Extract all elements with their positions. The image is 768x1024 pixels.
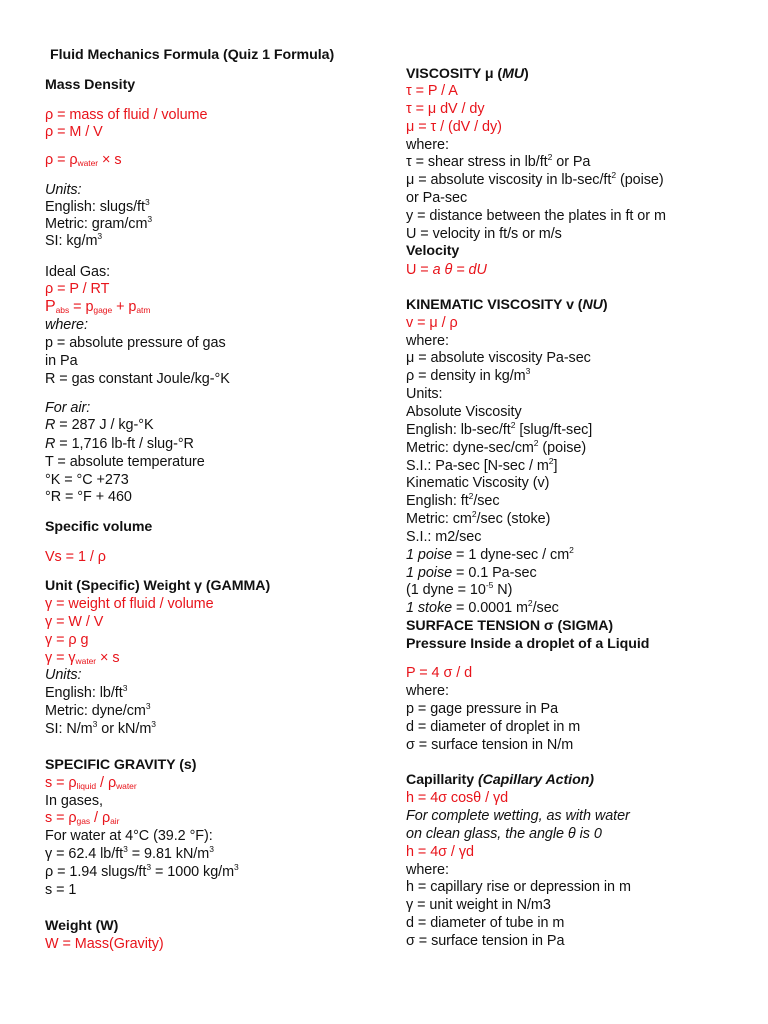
mass-density-formula-3: $\rho = \rho_{water} \times s$ [45,152,122,168]
kinematic-units-label: Units: [406,386,443,402]
capillarity-def-2: γ = unit weight in N/m3 [406,897,551,913]
capillarity-formula-2: h = 4σ / γd [406,844,474,860]
unit-weight-formula-4: $\gamma = \gamma_{water} \times s$ [45,650,120,666]
viscosity-def-velocity: U = velocity in ft/s or m/s [406,226,562,242]
unit-weight-unit-english: English: $lb/ft^3$ [45,683,128,701]
weight-heading: Weight (W) [45,918,119,934]
weight-formula: W = Mass(Gravity) [45,936,164,952]
air-r-english: R = 1,716 lb-ft / slug-°R [45,436,194,452]
kinematic-viscosity-metric: Metric: $cm^2/\sec$ (stoke) [406,509,551,527]
page-title: Fluid Mechanics Formula (Quiz 1 Formula) [50,47,335,63]
surface-tension-heading: SURFACE TENSION σ (SIGMA) [406,618,614,634]
absolute-viscosity-si: S.I.: Pa-sec $[N-\sec / m^2]$ [406,456,558,474]
ideal-gas-def-1: p = absolute pressure of gas [45,335,226,351]
unit-weight-unit-metric: Metric: dyne/$cm^3$ [45,701,151,719]
specific-gravity-gases: In gases, [45,793,103,809]
specific-gravity-formula-1: $s = \rho_{liquid} / \rho_{water}$ [45,775,137,791]
ideal-gas-formula-1: ρ = P / RT [45,281,110,297]
capillarity-formula-1: h = 4σ cosθ / γd [406,790,509,806]
unit-weight-formula-3: γ = ρ g [45,632,89,648]
ideal-gas-formula-2: $P_{abs} = p_{gage} + p_{atm}$ [45,298,151,315]
kinematic-where: where: [406,333,449,349]
ideal-gas-where: where: [45,317,88,333]
poise-definition-1: 1 poise = 1 dyne-sec / $cm^2$ [406,545,574,563]
unit-weight-unit-si: SI: $N/m^3$ or $kN/m^3$ [45,719,156,737]
air-temperature: T = absolute temperature [45,454,205,470]
viscosity-def-absolute: μ = absolute viscosity in $lb-\sec/ft^2$ (poise) [406,170,664,188]
capillarity-heading: Capillarity (Capillary Action) [406,772,594,788]
air-kelvin: °K = °C +273 [45,472,129,488]
air-r-si: R = 287 J / kg-°K [45,417,154,433]
mass-density-formula-2: ρ = M / V [45,124,103,140]
kinematic-def-mu: μ = absolute viscosity Pa-sec [406,350,591,366]
viscosity-formula-2: τ = μ dV / dy [406,101,485,117]
specific-gravity-water-label: For water at 4°C (39.2 °F): [45,828,213,844]
kinematic-viscosity-si: S.I.: m2/sec [406,529,482,545]
viscosity-where: where: [406,137,449,153]
kinematic-viscosity-label: Kinematic Viscosity (v) [406,475,550,491]
surface-tension-def-2: d = diameter of droplet in m [406,719,581,735]
capillarity-note-1: For complete wetting, as with water [406,808,630,824]
specific-volume-heading: Specific volume [45,519,153,535]
ideal-gas-def-2: in Pa [45,353,78,369]
stoke-definition: 1 stoke = 0.0001 $m^2/\sec$ [406,598,559,616]
specific-gravity-water-rho: ρ = 1.94 slugs/$ft^3 = 1000$ $kg/m^3$ [45,862,239,880]
viscosity-formula-1: τ = P / A [406,83,458,99]
dyne-definition: (1 dyne = $10^{-5}$ N) [406,580,513,598]
unit-weight-formula-1: γ = weight of fluid / volume [45,596,214,612]
unit-weight-units-label: Units: [45,667,82,683]
absolute-viscosity-english: English: $lb-\sec/ft^2$ [slug/ft-sec] [406,420,593,438]
surface-tension-def-3: σ = surface tension in N/m [406,737,574,753]
mass-density-units-label: Units: [45,182,82,198]
kinematic-viscosity-heading: KINEMATIC VISCOSITY v (NU) [406,297,608,313]
mass-density-formula-1: ρ = mass of fluid / volume [45,107,208,123]
air-rankine: °R = °F + 460 [45,489,132,505]
specific-gravity-water-gamma: γ = 62.4 $lb/ft^3 = 9.81$ $kN/m^3$ [45,844,214,862]
mass-density-unit-si: SI: $kg/m^3$ [45,231,103,249]
absolute-viscosity-label: Absolute Viscosity [406,404,522,420]
mass-density-heading: Mass Density [45,77,136,93]
surface-tension-formula: P = 4 σ / d [406,665,473,681]
ideal-gas-heading: Ideal Gas: [45,264,111,280]
specific-gravity-formula-2: $s = \rho_{gas} / \rho_{air}$ [45,810,120,826]
ideal-gas-def-3: R = gas constant Joule/kg-°K [45,371,230,387]
poise-definition-2: 1 poise = 0.1 Pa-sec [406,565,537,581]
capillarity-note-2: on clean glass, the angle θ is 0 [406,826,602,842]
surface-tension-where: where: [406,683,449,699]
capillarity-def-3: d = diameter of tube in m [406,915,565,931]
viscosity-formula-3: μ = τ / (dV / dy) [406,119,502,135]
specific-gravity-water-s: s = 1 [45,882,77,898]
unit-weight-heading: Unit (Specific) Weight γ (GAMMA) [45,578,271,594]
specific-gravity-heading: SPECIFIC GRAVITY (s) [45,757,197,773]
unit-weight-formula-2: γ = W / V [45,614,104,630]
surface-tension-subheading: Pressure Inside a droplet of a Liquid [406,636,650,652]
velocity-heading: Velocity [406,243,460,259]
capillarity-def-1: h = capillary rise or depression in m [406,879,631,895]
specific-volume-formula: Vs = 1 / ρ [45,549,106,565]
kinematic-viscosity-english: English: $ft^2/\sec$ [406,491,500,509]
capillarity-where: where: [406,862,449,878]
surface-tension-def-1: p = gage pressure in Pa [406,701,559,717]
velocity-formula: U = a θ = dU [406,262,487,278]
mass-density-unit-english: English: slugs/$ft^3$ [45,197,150,215]
viscosity-heading: VISCOSITY μ (MU) [406,66,529,82]
viscosity-def-shear: τ = shear stress in $lb/ft^2$ or Pa [406,152,591,170]
capillarity-def-4: σ = surface tension in Pa [406,933,565,949]
air-heading: For air: [45,400,91,416]
viscosity-def-pa-sec: or Pa-sec [406,190,468,206]
mass-density-unit-metric: Metric: gram/$cm^3$ [45,214,153,232]
kinematic-def-rho: ρ = density in $kg/m^3$ [406,366,531,384]
kinematic-formula: v = μ / ρ [406,315,458,331]
viscosity-def-distance: y = distance between the plates in ft or m [406,208,666,224]
absolute-viscosity-metric: Metric: dyne-$\sec/cm^2$ (poise) [406,438,587,456]
